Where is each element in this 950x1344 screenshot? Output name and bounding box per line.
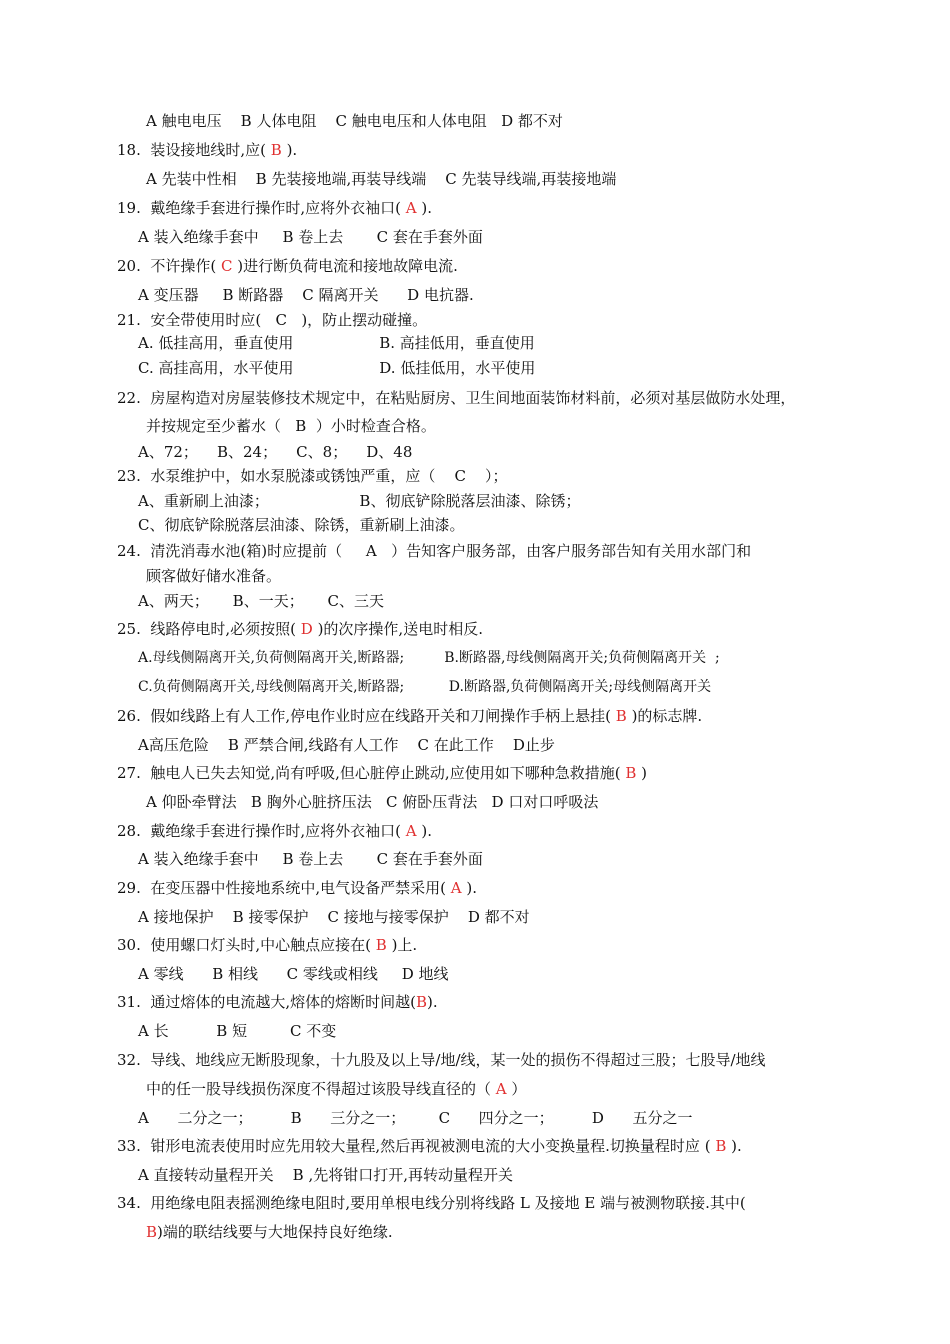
options-21-cd: C. 高挂高用，水平使用 D. 低挂低用，水平使用 [138, 359, 536, 377]
question-27: 27. 触电人已失去知觉,尚有呼吸,但心脏停止跳动,应使用如下哪种急救措施( B ) [117, 764, 647, 782]
options-33: A 直接转动量程开关 B ,先将钳口打开,再转动量程开关 [138, 1166, 514, 1184]
answer-25: D [296, 620, 318, 638]
question-22: 22. 房屋构造对房屋装修技术规定中，在粘贴厨房、卫生间地面装饰材料前，必须对基层做防水处理， [117, 389, 796, 407]
question-32: 32. 导线、地线应无断股现象，十九股及以上导/地/线，某一处的损伤不得超过三股；七股导/地线 [117, 1051, 766, 1069]
options-25-cd: C.负荷侧隔离开关,母线侧隔离开关,断路器; D.断路器,负荷侧隔离开关;母线侧隔离开关 [138, 679, 712, 695]
question-29: 29. 在变压器中性接地系统中,电气设备严禁采用( A ). [117, 879, 478, 897]
answer-33: B [710, 1137, 732, 1155]
answer-34: B [146, 1223, 158, 1241]
answer-32: A [491, 1080, 512, 1098]
question-34: 34. 用绝缘电阻表摇测绝缘电阻时,要用单根电线分别将线路 L 及接地 E 端与被测物联接.其中( [117, 1194, 746, 1212]
question-31: 31. 通过熔体的电流越大,熔体的熔断时间越(B). [117, 993, 438, 1011]
options-30: A 零线 B 相线 C 零线或相线 D 地线 [138, 965, 449, 983]
question-28: 28. 戴绝缘手套进行操作时,应将外衣袖口( A ). [117, 822, 433, 840]
answer-31: B [416, 993, 428, 1011]
answer-27: B [620, 764, 642, 782]
answer-18: B [266, 141, 287, 159]
question-26: 26. 假如线路上有人工作,停电作业时应在线路开关和刀闸操作手柄上悬挂( B )的标志牌. [117, 707, 703, 725]
question-24: 24. 清洗消毒水池(箱)时应提前（ A ）告知客户服务部，由客户服务部告知有关用水部门和 [117, 542, 752, 560]
question-21: 21. 安全带使用时应( C )，防止摆动碰撞。 [117, 311, 428, 329]
options-28: A 装入绝缘手套中 B 卷上去 C 套在手套外面 [138, 850, 483, 868]
options-20: A 变压器 B 断路器 C 隔离开关 D 电抗器. [138, 286, 474, 304]
options-23-c: C、彻底铲除脱落层油漆、除锈，重新刷上油漆。 [138, 516, 465, 534]
options-27: A 仰卧牵臂法 B 胸外心脏挤压法 C 俯卧压背法 D 口对口呼吸法 [146, 793, 599, 811]
answer-26: B [611, 707, 632, 725]
options-24: A、两天； B、一天； C、三天 [138, 592, 385, 610]
question-33: 33. 钳形电流表使用时应先用较大量程,然后再视被测电流的大小变换量程.切换量程时应 ( B ). [117, 1137, 742, 1155]
options-23-ab: A、重新刷上油漆； B、彻底铲除脱落层油漆、除锈； [138, 492, 581, 510]
question-23: 23. 水泵维护中，如水泵脱漆或锈蚀严重，应（ C ）； [117, 467, 508, 485]
question-24-cont: 顾客做好储水准备。 [146, 567, 282, 585]
options-21-ab: A. 低挂高用，垂直使用 B. 高挂低用，垂直使用 [138, 334, 535, 352]
options-19: A 装入绝缘手套中 B 卷上去 C 套在手套外面 [138, 228, 483, 246]
question-19: 19. 戴绝缘手套进行操作时,应将外衣袖口( A ). [117, 199, 433, 217]
options-32: A 二分之一； B 三分之一； C 四分之一； D 五分之一 [138, 1109, 693, 1127]
options-29: A 接地保护 B 接零保护 C 接地与接零保护 D 都不对 [138, 908, 530, 926]
answer-19: A [401, 199, 422, 217]
options-22: A、72； B、24； C、8； D、48 [138, 443, 413, 461]
answer-20: C [216, 257, 238, 275]
answer-28: A [401, 822, 422, 840]
answer-29: A [446, 879, 467, 897]
answer-30: B [371, 936, 392, 954]
question-30: 30. 使用螺口灯头时,中心触点应接在( B )上. [117, 936, 418, 954]
options-25-ab: A.母线侧隔离开关,负荷侧隔离开关,断路器; B.断路器,母线侧隔离开关;负荷侧隔离开关 ; [138, 650, 720, 666]
question-20: 20. 不许操作( C )进行断负荷电流和接地故障电流. [117, 257, 458, 275]
line-1: A 触电电压 B 人体电阻 C 触电电压和人体电阻 D 都不对 [146, 112, 563, 130]
options-31: A 长 B 短 C 不变 [138, 1022, 337, 1040]
question-18: 18. 装设接地线时,应( B ). [117, 141, 298, 159]
question-32-cont: 中的任一股导线损伤深度不得超过该股导线直径的（ A ） [146, 1080, 527, 1098]
options-26: A高压危险 B 严禁合闸,线路有人工作 C 在此工作 D止步 [138, 736, 555, 754]
options-18: A 先装中性相 B 先装接地端,再装导线端 C 先装导线端,再装接地端 [146, 170, 617, 188]
question-22-cont: 并按规定至少蓄水（ B ）小时检查合格。 [146, 417, 436, 435]
question-34-cont: B)端的联结线要与大地保持良好绝缘. [146, 1223, 393, 1241]
question-25: 25. 线路停电时,必须按照( D )的次序操作,送电时相反. [117, 620, 483, 638]
